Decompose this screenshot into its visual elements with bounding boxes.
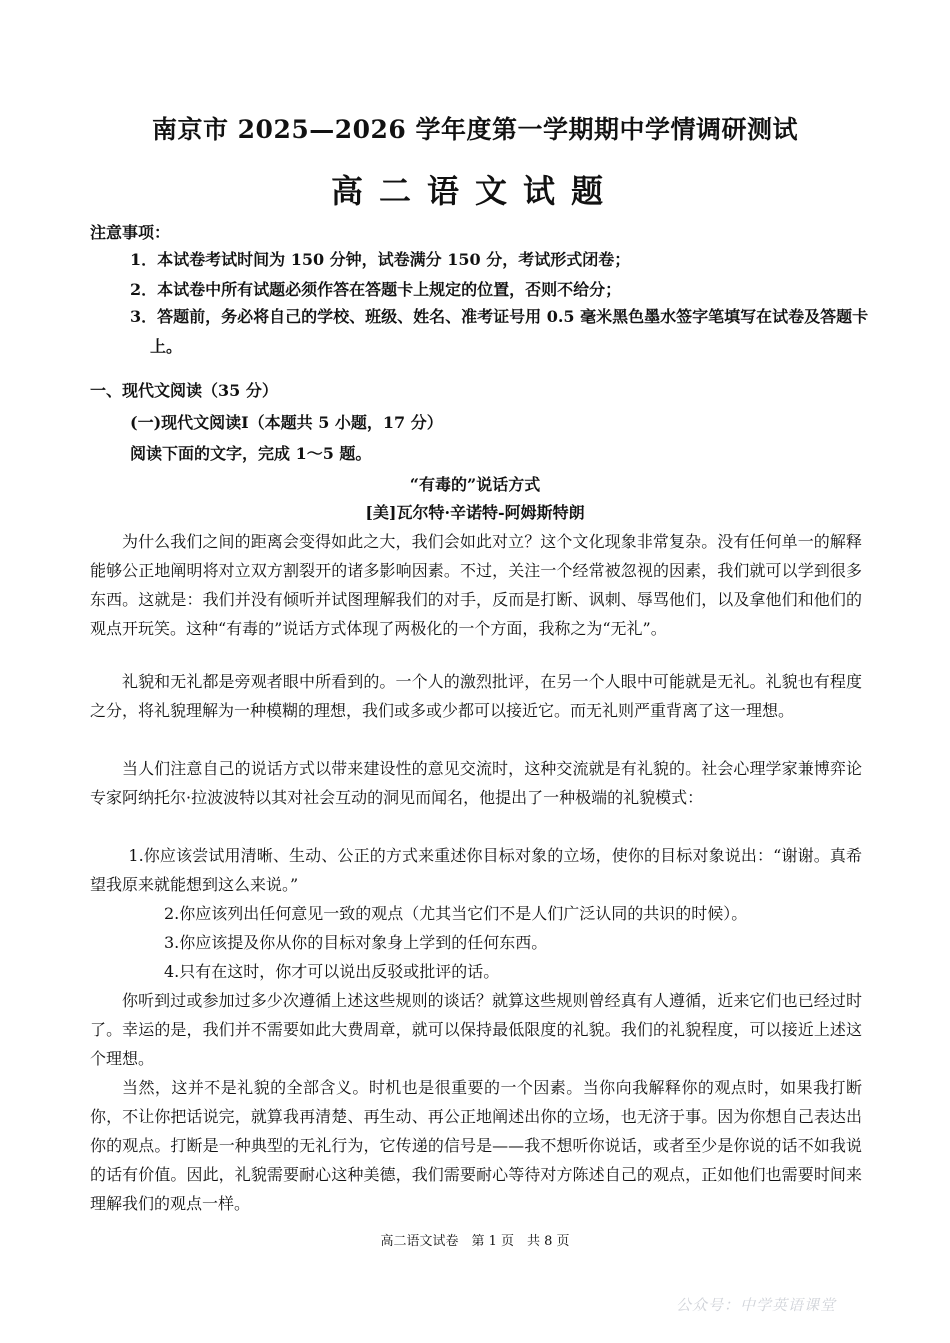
subject-title: 高二语文试题 — [330, 172, 619, 210]
article-paragraph-4: 你听到过或参加过多少次遵循上述这些规则的谈话？就算这些规则曾经真有人遵循，近来它们也已经过时了。幸运的是，我们并不需要如此大费周章，就可以保持最低限度的礼貌。我们的礼貌程度，可以接近上述这个理想。 — [90, 991, 862, 1068]
article-title: “有毒的”说话方式 — [409, 475, 541, 494]
note-item-2: 2．本试卷中所有试题必须作答在答题卡上规定的位置，否则不给分； — [130, 280, 622, 299]
note-item-1: 1．本试卷考试时间为 150 分钟，试卷满分 150 分，考试形式闭卷； — [130, 250, 631, 269]
rule-item-2: 2.你应该列出任何意见一致的观点（尤其当它们不是人们广泛认同的共识的时候）。 — [164, 904, 748, 923]
section-heading: 一、现代文阅读（35 分） — [90, 381, 278, 400]
exam-title: 南京市 2025—2026 学年度第一学期期中学情调研测试 — [151, 115, 799, 144]
rule-item-1: 1.你应该尝试用清晰、生动、公正的方式来重述你目标对象的立场，使你的目标对象说出：“谢谢。真希望我原来就能想到这么来说。” — [90, 846, 862, 894]
article-author: [美]瓦尔特·辛诺特-阿姆斯特朗 — [365, 503, 585, 522]
article-paragraph-3: 当人们注意自己的说话方式以带来建设性的意见交流时，这种交流就是有礼貌的。社会心理学家兼博弈论专家阿纳托尔·拉波波特以其对社会互动的洞见而闻名，他提出了一种极端的礼貌模式： — [90, 759, 862, 807]
article-paragraph-1: 为什么我们之间的距离会变得如此之大，我们会如此对立？这个文化现象非常复杂。没有任何单一的解释能够公正地阐明将对立双方割裂开的诸多影响因素。不过，关注一个经常被忽视的因素，我们就可以学到很多东西。这就是：我们并没有倾听并试图理解我们的对手，反而是打断、讽刺、辱骂他们，以及拿他们和他们的观点开玩笑。这种“有毒的”说话方式体现了两极化的一个方面，我称之为“无礼”。 — [90, 532, 862, 638]
reading-instruction: 阅读下面的文字，完成 1～5 题。 — [130, 444, 372, 463]
subsection-heading: (一)现代文阅读Ⅰ（本题共 5 小题，17 分） — [130, 413, 443, 432]
watermark-text: 公众号：中学英语课堂 — [676, 1296, 837, 1314]
article-paragraph-2: 礼貌和无礼都是旁观者眼中所看到的。一个人的激烈批评，在另一个人眼中可能就是无礼。礼貌也有程度之分，将礼貌理解为一种模糊的理想，我们或多或少都可以接近它。而无礼则严重背离了这一理想。 — [90, 672, 862, 720]
page-footer: 高二语文试卷 第 1 页 共 8 页 — [380, 1234, 570, 1249]
note-item-3: 3．答题前，务必将自己的学校、班级、姓名、准考证号用 0.5 毫米黑色墨水签字笔填写在试卷及答题卡上。 — [130, 307, 869, 356]
notes-heading: 注意事项： — [90, 223, 171, 242]
article-paragraph-5: 当然，这并不是礼貌的全部含义。时机也是很重要的一个因素。当你向我解释你的观点时，如果我打断你，不让你把话说完，就算我再清楚、再生动、再公正地阐述出你的立场，也无济于事。因为你想自己表达出你的观点。打断是一种典型的无礼行为，它传递的信号是——我不想听你说话，或者至少是你说的话不如我说的话有价值。因此，礼貌需要耐心这种美德，我们需要耐心等待对方陈述自己的观点，正如他们也需要时间来理解我们的观点一样。 — [90, 1078, 862, 1213]
rule-item-4: 4.只有在这时，你才可以说出反驳或批评的话。 — [164, 962, 500, 981]
rule-item-3: 3.你应该提及你从你的目标对象身上学到的任何东西。 — [164, 933, 548, 952]
